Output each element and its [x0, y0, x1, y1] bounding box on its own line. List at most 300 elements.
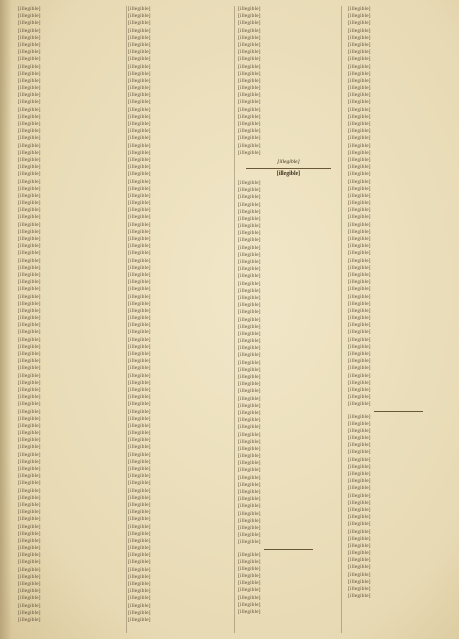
text-line: [illegible] — [238, 179, 261, 186]
text-line: [illegible] — [348, 49, 371, 56]
text-line: [illegible] — [18, 164, 41, 171]
text-line: [illegible] — [128, 200, 151, 207]
text-line: [illegible] — [128, 27, 151, 34]
text-line: [illegible] — [348, 20, 371, 27]
text-line: [illegible] — [128, 573, 151, 580]
text-line: [illegible] — [128, 264, 151, 271]
text-line: [illegible] — [238, 187, 261, 194]
text-line: [illegible] — [348, 13, 371, 20]
text-line: [illegible] — [348, 358, 371, 365]
text-line: [illegible] — [238, 323, 261, 330]
text-line: [illegible] — [18, 552, 41, 559]
text-line: [illegible] — [18, 250, 41, 257]
text-line: [illegible] — [18, 437, 41, 444]
text-line: [illegible] — [348, 492, 371, 499]
text-line: [illegible] — [128, 430, 151, 437]
text-line: [illegible] — [348, 435, 371, 442]
text-line: [illegible] — [238, 135, 261, 142]
text-line: [illegible] — [18, 451, 41, 458]
text-line: [illegible] — [18, 386, 41, 393]
text-line: [illegible] — [128, 307, 151, 314]
text-line: [illegible] — [18, 77, 41, 84]
text-line: [illegible] — [238, 237, 261, 244]
column-1 — [18, 6, 119, 633]
text-line: [illegible] — [238, 424, 261, 431]
text-line: [illegible] — [18, 336, 41, 343]
text-line: [illegible] — [238, 558, 261, 565]
text-line: [illegible] — [128, 185, 151, 192]
text-line: [illegible] — [238, 77, 261, 84]
text-line: [illegible] — [128, 516, 151, 523]
text-line: [illegible] — [18, 430, 41, 437]
text-line: [illegible] — [348, 264, 371, 271]
text-line: [illegible] — [238, 453, 261, 460]
text-line: [illegible] — [128, 92, 151, 99]
text-line: [illegible] — [238, 431, 261, 438]
text-line: [illegible] — [128, 228, 151, 235]
text-line: [illegible] — [238, 223, 261, 230]
text-line: [illegible] — [128, 121, 151, 127]
text-line: [illegible] — [238, 27, 261, 34]
text-line: [illegible] — [128, 602, 151, 609]
text-line: [illegible] — [348, 156, 371, 163]
text-line: [illegible] — [18, 322, 41, 329]
text-line: [illegible] — [238, 70, 261, 77]
text-line: [illegible] — [238, 230, 261, 237]
text-line: [illegible] — [348, 250, 371, 257]
text-line: [illegible] — [348, 185, 371, 192]
text-line: [illegible] — [18, 516, 41, 523]
text-line: [illegible] — [18, 523, 41, 530]
text-line: [illegible] — [128, 85, 151, 92]
text-line: [illegible] — [348, 315, 371, 322]
text-line: [illegible] — [128, 13, 151, 20]
text-line: [illegible] — [238, 56, 261, 63]
text-line: [illegible] — [18, 113, 41, 120]
text-line: [illegible] — [348, 27, 371, 34]
text-line: [illegible] — [238, 366, 261, 373]
text-line: [illegible] — [238, 294, 261, 301]
text-line: [illegible] — [18, 92, 41, 99]
text-line: [illegible] — [128, 41, 151, 48]
text-line: [illegible] — [128, 20, 151, 27]
text-line: [illegible] — [18, 501, 41, 508]
text-line: [illegible] — [128, 293, 151, 300]
text-line: [illegible] — [18, 494, 41, 501]
section-heading: [illegible] — [276, 171, 301, 178]
text-line: [illegible] — [238, 409, 261, 416]
text-line: [illegible] — [238, 128, 261, 135]
text-line: [illegible] — [128, 616, 151, 623]
text-line: [illegible] — [18, 379, 41, 386]
text-line: [illegible] — [348, 365, 371, 372]
text-line: [illegible] — [238, 266, 261, 273]
text-line: [illegible] — [18, 415, 41, 422]
text-line: [illegible] — [348, 394, 371, 401]
section-rule — [374, 411, 423, 412]
text-line: [illegible] — [128, 530, 151, 537]
text-line: [illegible] — [348, 420, 371, 427]
text-line: [illegible] — [348, 550, 371, 557]
text-line: [illegible] — [128, 113, 151, 120]
text-line: [illegible] — [18, 236, 41, 242]
text-line: [illegible] — [18, 13, 41, 20]
text-line: [illegible] — [128, 6, 151, 12]
text-line: [illegible] — [238, 496, 261, 503]
text-line: [illegible] — [238, 194, 261, 201]
text-line: [illegible] — [238, 580, 261, 587]
text-line: [illegible] — [348, 528, 371, 535]
text-line: [illegible] — [128, 300, 151, 307]
text-line: [illegible] — [18, 573, 41, 580]
text-line: [illegible] — [238, 609, 261, 615]
text-line: [illegible] — [128, 487, 151, 494]
text-line: [illegible] — [128, 70, 151, 77]
text-line: [illegible] — [348, 221, 371, 228]
text-line: [illegible] — [128, 609, 151, 616]
text-line: [illegible] — [18, 178, 41, 185]
text-line: [illegible] — [18, 27, 41, 34]
section-rule — [246, 168, 331, 169]
text-line: [illegible] — [128, 106, 151, 113]
text-line: [illegible] — [128, 286, 151, 293]
text-line: [illegible] — [348, 456, 371, 463]
text-line: [illegible] — [348, 351, 371, 357]
text-line: [illegible] — [238, 381, 261, 388]
text-line: [illegible] — [348, 6, 371, 12]
text-line: [illegible] — [128, 401, 151, 408]
text-line: [illegible] — [348, 427, 371, 434]
text-line: [illegible] — [238, 594, 261, 601]
text-line: [illegible] — [238, 201, 261, 208]
column-grid — [18, 6, 449, 633]
text-line: [illegible] — [18, 372, 41, 379]
column-divider — [341, 6, 342, 633]
text-line: [illegible] — [238, 142, 261, 149]
text-line: [illegible] — [18, 588, 41, 595]
text-line: [illegible] — [348, 113, 371, 120]
text-line: [illegible] — [348, 271, 371, 278]
text-line: [illegible] — [18, 243, 41, 250]
text-line: [illegible] — [128, 77, 151, 84]
text-line: [illegible] — [128, 473, 151, 480]
text-line: [illegible] — [238, 395, 261, 402]
text-line: [illegible] — [238, 316, 261, 323]
text-line: [illegible] — [238, 417, 261, 424]
text-line: [illegible] — [348, 413, 371, 420]
text-line: [illegible] — [238, 601, 261, 608]
text-line: [illegible] — [18, 537, 41, 544]
text-line: [illegible] — [128, 437, 151, 444]
text-line: [illegible] — [238, 13, 261, 20]
text-line: [illegible] — [238, 503, 261, 510]
text-line: [illegible] — [18, 142, 41, 149]
text-line: [illegible] — [18, 401, 41, 408]
text-line: [illegible] — [348, 386, 371, 393]
text-line: [illegible] — [128, 336, 151, 343]
text-line: [illegible] — [238, 85, 261, 92]
text-line: [illegible] — [348, 514, 371, 521]
text-line: [illegible] — [18, 394, 41, 401]
text-line: [illegible] — [238, 388, 261, 395]
text-line: [illegible] — [238, 524, 261, 531]
text-line: [illegible] — [238, 510, 261, 517]
text-line: [illegible] — [18, 221, 41, 228]
text-line: [illegible] — [348, 478, 371, 485]
text-line: [illegible] — [18, 581, 41, 587]
text-line: [illegible] — [348, 85, 371, 92]
text-line: [illegible] — [348, 449, 371, 456]
text-line: [illegible] — [348, 379, 371, 386]
text-line: [illegible] — [238, 551, 261, 558]
text-line: [illegible] — [238, 99, 261, 106]
column-divider — [126, 6, 127, 633]
column-divider — [234, 6, 235, 633]
text-line: [illegible] — [18, 214, 41, 221]
text-line: [illegible] — [238, 445, 261, 452]
text-line: [illegible] — [238, 573, 261, 580]
text-line: [illegible] — [18, 616, 41, 623]
text-line: [illegible] — [128, 343, 151, 350]
text-line: [illegible] — [348, 279, 371, 286]
text-line: [illegible] — [18, 422, 41, 429]
text-line: [illegible] — [238, 6, 261, 12]
text-line: [illegible] — [348, 92, 371, 99]
text-line: [illegible] — [348, 171, 371, 178]
text-line: [illegible] — [128, 257, 151, 264]
text-line: [illegible] — [128, 322, 151, 329]
notice-title: [illegible] — [277, 158, 300, 165]
text-line: [illegible] — [238, 113, 261, 120]
text-line: [illegible] — [348, 243, 371, 250]
text-line: [illegible] — [348, 564, 371, 571]
text-line: [illegible] — [128, 236, 151, 242]
text-line: [illegible] — [238, 374, 261, 380]
text-line: [illegible] — [128, 523, 151, 530]
text-line: [illegible] — [238, 438, 261, 445]
text-line: [illegible] — [18, 200, 41, 207]
text-line: [illegible] — [128, 178, 151, 185]
text-line: [illegible] — [18, 34, 41, 41]
text-line: [illegible] — [238, 474, 261, 481]
text-line: [illegible] — [348, 207, 371, 214]
text-line: [illegible] — [348, 192, 371, 199]
text-line: [illegible] — [128, 422, 151, 429]
text-line: [illegible] — [128, 250, 151, 257]
text-line: [illegible] — [18, 271, 41, 278]
text-line: [illegible] — [238, 20, 261, 27]
text-line: [illegible] — [348, 142, 371, 149]
text-line: [illegible] — [128, 415, 151, 422]
text-line: [illegible] — [18, 351, 41, 357]
text-line: [illegible] — [348, 286, 371, 293]
text-line: [illegible] — [348, 228, 371, 235]
text-line: [illegible] — [18, 480, 41, 487]
text-line: [illegible] — [18, 458, 41, 465]
text-line: [illegible] — [238, 481, 261, 488]
text-line: [illegible] — [348, 499, 371, 506]
text-line: [illegible] — [128, 552, 151, 559]
text-line: [illegible] — [128, 99, 151, 106]
text-line: [illegible] — [18, 602, 41, 609]
text-line: [illegible] — [18, 128, 41, 135]
text-line: [illegible] — [18, 149, 41, 156]
text-line: [illegible] — [128, 156, 151, 163]
text-line: [illegible] — [128, 315, 151, 322]
text-line: [illegible] — [238, 121, 261, 127]
text-line: [illegible] — [238, 273, 261, 280]
text-line: [illegible] — [128, 351, 151, 357]
text-line: [illegible] — [18, 257, 41, 264]
text-line: [illegible] — [18, 279, 41, 286]
text-line: [illegible] — [18, 49, 41, 56]
text-line: [illegible] — [348, 521, 371, 528]
text-line: [illegible] — [128, 408, 151, 415]
section-rule — [264, 549, 313, 550]
text-line: [illegible] — [348, 236, 371, 242]
text-line: [illegible] — [128, 192, 151, 199]
text-line: [illegible] — [128, 271, 151, 278]
text-line: [illegible] — [18, 545, 41, 552]
text-line: [illegible] — [128, 358, 151, 365]
text-line: [illegible] — [238, 345, 261, 352]
text-line: [illegible] — [238, 106, 261, 113]
text-line: [illegible] — [18, 207, 41, 214]
text-line: [illegible] — [238, 280, 261, 287]
text-line: [illegible] — [18, 509, 41, 516]
text-line: [illegible] — [348, 372, 371, 379]
text-line: [illegible] — [128, 509, 151, 516]
text-line: [illegible] — [348, 401, 371, 408]
text-line: [illegible] — [238, 467, 261, 474]
text-line: [illegible] — [128, 394, 151, 401]
text-line: [illegible] — [128, 588, 151, 595]
text-line: [illegible] — [128, 494, 151, 501]
text-line: [illegible] — [128, 372, 151, 379]
text-line: [illegible] — [18, 70, 41, 77]
text-line: [illegible] — [128, 537, 151, 544]
text-line: [illegible] — [128, 128, 151, 135]
text-line: [illegible] — [18, 264, 41, 271]
text-line: [illegible] — [18, 329, 41, 336]
text-line: [illegible] — [128, 221, 151, 228]
text-line: [illegible] — [18, 444, 41, 451]
text-line: [illegible] — [18, 228, 41, 235]
text-line: [illegible] — [238, 460, 261, 467]
text-line: [illegible] — [348, 41, 371, 48]
column-4 — [348, 6, 449, 633]
text-line: [illegible] — [238, 352, 261, 359]
text-line: [illegible] — [238, 302, 261, 309]
text-line: [illegible] — [18, 358, 41, 365]
text-line: [illegible] — [238, 34, 261, 41]
text-line: [illegible] — [128, 279, 151, 286]
text-line: [illegible] — [348, 300, 371, 307]
text-line: [illegible] — [238, 63, 261, 70]
text-line: [illegible] — [128, 56, 151, 63]
text-line: [illegible] — [348, 135, 371, 142]
text-line: [illegible] — [238, 359, 261, 366]
text-line: [illegible] — [128, 501, 151, 508]
text-line: [illegible] — [238, 41, 261, 48]
text-line: [illegible] — [348, 293, 371, 300]
text-line: [illegible] — [128, 458, 151, 465]
column-3 — [238, 6, 339, 633]
text-line: [illegible] — [238, 215, 261, 222]
text-line: [illegible] — [128, 444, 151, 451]
text-line: [illegible] — [128, 63, 151, 70]
text-line: [illegible] — [18, 6, 41, 12]
text-line: [illegible] — [348, 442, 371, 449]
text-line: [illegible] — [128, 164, 151, 171]
text-line: [illegible] — [128, 466, 151, 472]
text-line: [illegible] — [348, 99, 371, 106]
text-line: [illegible] — [348, 106, 371, 113]
text-line: [illegible] — [18, 121, 41, 127]
text-line: [illegible] — [128, 566, 151, 573]
text-line: [illegible] — [128, 49, 151, 56]
text-line: [illegible] — [348, 506, 371, 513]
text-line: [illegible] — [18, 286, 41, 293]
text-line: [illegible] — [18, 307, 41, 314]
text-line: [illegible] — [348, 70, 371, 77]
text-line: [illegible] — [128, 480, 151, 487]
text-line: [illegible] — [128, 142, 151, 149]
text-line: [illegible] — [238, 539, 261, 546]
text-line: [illegible] — [238, 287, 261, 294]
text-line: [illegible] — [18, 41, 41, 48]
text-line: [illegible] — [348, 149, 371, 156]
text-line: [illegible] — [348, 214, 371, 221]
text-line: [illegible] — [348, 164, 371, 171]
text-line: [illegible] — [128, 559, 151, 566]
text-line: [illegible] — [348, 322, 371, 329]
text-line: [illegible] — [128, 329, 151, 336]
text-line: [illegible] — [18, 185, 41, 192]
text-line: [illegible] — [348, 336, 371, 343]
text-line: [illegible] — [18, 473, 41, 480]
text-line: [illegible] — [18, 530, 41, 537]
text-line: [illegible] — [348, 77, 371, 84]
text-line: [illegible] — [348, 542, 371, 549]
text-line: [illegible] — [18, 559, 41, 566]
text-line: [illegible] — [238, 517, 261, 524]
column-2 — [128, 6, 229, 633]
text-line: [illegible] — [18, 192, 41, 199]
text-line: [illegible] — [18, 343, 41, 350]
text-line: [illegible] — [128, 243, 151, 250]
text-line: [illegible] — [18, 365, 41, 372]
text-line: [illegible] — [18, 293, 41, 300]
text-line: [illegible] — [348, 56, 371, 63]
text-line: [illegible] — [18, 63, 41, 70]
text-line: [illegible] — [128, 207, 151, 214]
text-line: [illegible] — [348, 557, 371, 564]
text-line: [illegible] — [18, 300, 41, 307]
text-line: [illegible] — [238, 244, 261, 251]
text-line: [illegible] — [18, 156, 41, 163]
text-line: [illegible] — [348, 257, 371, 264]
text-line: [illegible] — [18, 135, 41, 142]
text-line: [illegible] — [348, 343, 371, 350]
text-line: [illegible] — [348, 307, 371, 314]
text-line: [illegible] — [128, 545, 151, 552]
text-line: [illegible] — [348, 578, 371, 585]
text-line: [illegible] — [348, 121, 371, 127]
text-line: [illegible] — [18, 408, 41, 415]
text-line: [illegible] — [348, 593, 371, 600]
text-line: [illegible] — [18, 609, 41, 616]
